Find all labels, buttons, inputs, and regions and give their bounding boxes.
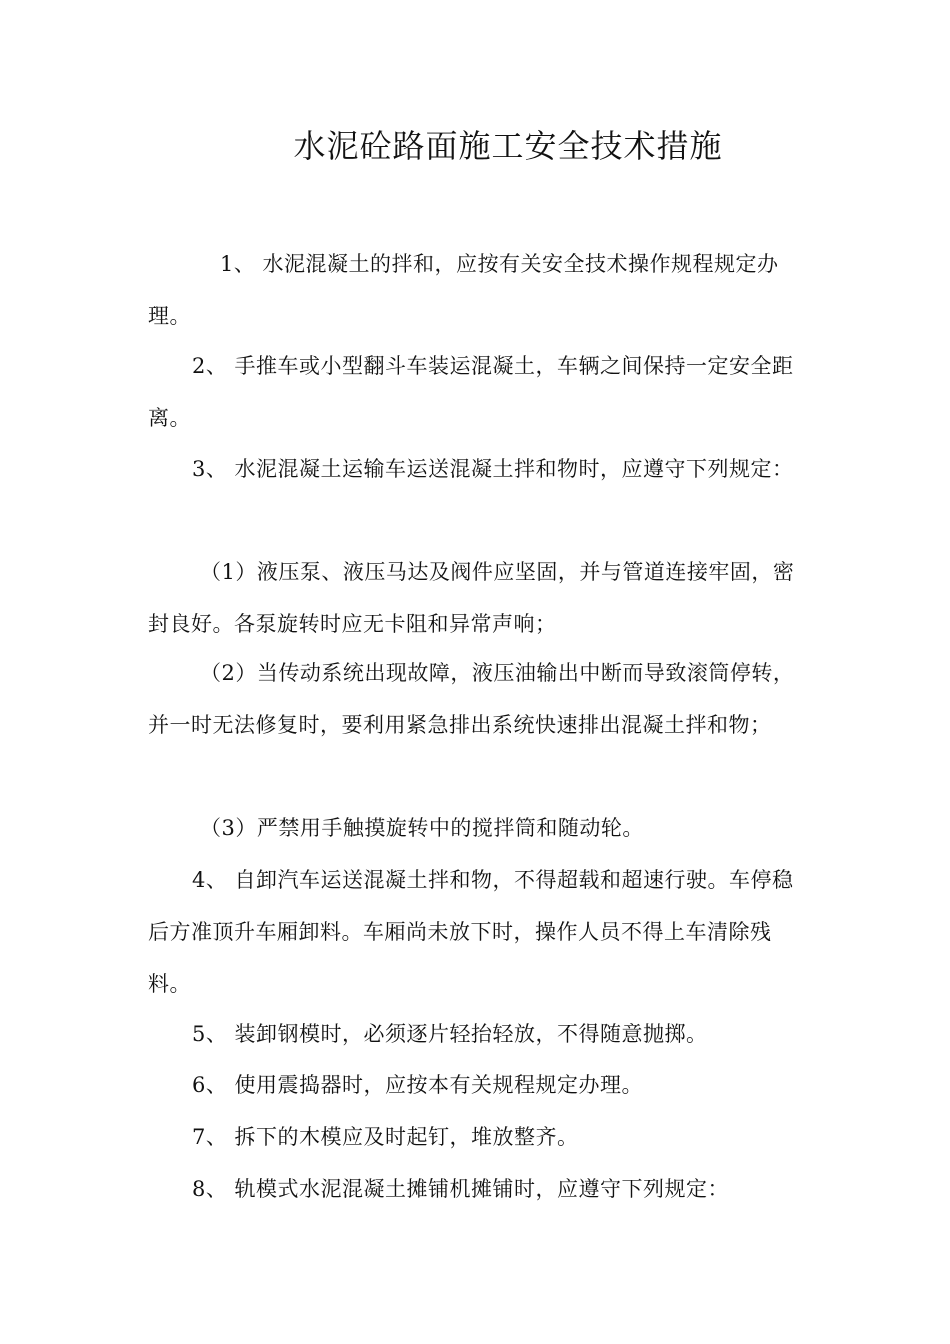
paragraph-6: 6、 使用震捣器时，应按本有关规程规定办理。 (192, 1073, 644, 1097)
paragraph-3: 3、 水泥混凝土运输车运送混凝土拌和物时，应遵守下列规定： (192, 457, 794, 481)
paragraph-4: 4、 自卸汽车运送混凝土拌和物，不得超载和超速行驶。车停稳后方准顶升车厢卸料。车厢尚未放下时，操作人员不得上车清除残料。 (148, 868, 794, 996)
paragraph-5: 5、 装卸钢模时，必须逐片轻抬轻放，不得随意抛掷。 (192, 1022, 708, 1046)
paragraph-3-item-2: （2）当传动系统出现故障，液压油输出中断而导致滚筒停转，并一时无法修复时，要利用紧急排出系统快速排出混凝土拌和物； (148, 661, 795, 737)
paragraph-3-item-3: （3）严禁用手触摸旋转中的搅拌筒和随动轮。 (200, 816, 644, 840)
paragraph-2: 2、 手推车或小型翻斗车装运混凝土，车辆之间保持一定安全距离。 (148, 354, 794, 430)
paragraph-8: 8、 轨模式水泥混凝土摊铺机摊铺时，应遵守下列规定： (192, 1177, 730, 1201)
paragraph-1: 1、 水泥混凝土的拌和，应按有关安全技术操作规程规定办理。 (148, 252, 779, 328)
document-title: 水泥砼路面施工安全技术措施 (293, 127, 723, 165)
paragraph-3-item-1: （1）液压泵、液压马达及阀件应坚固，并与管道连接牢固，密封良好。各泵旋转时应无卡阻和异常声响； (148, 560, 795, 636)
paragraph-7: 7、 拆下的木模应及时起钉，堆放整齐。 (192, 1125, 579, 1149)
